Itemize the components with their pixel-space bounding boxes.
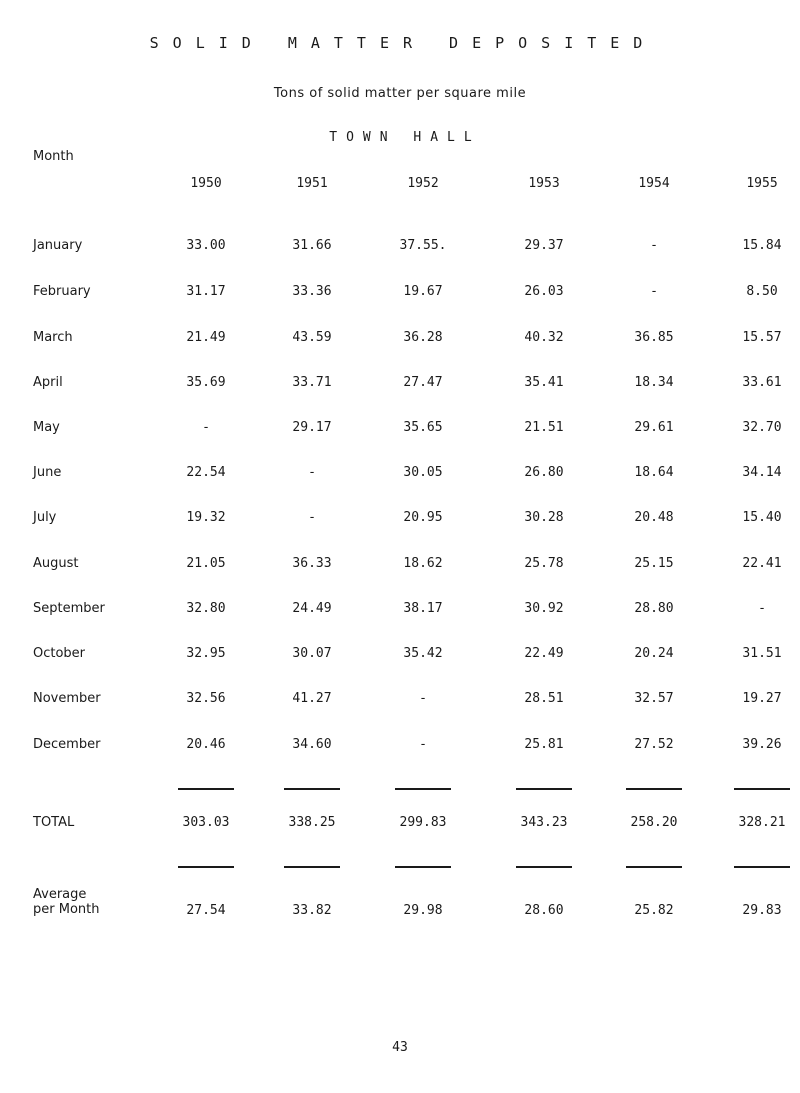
table-cell: 26.80: [524, 465, 564, 480]
average-label-line1: Average: [33, 887, 87, 902]
table-cell: 29.37: [524, 238, 564, 253]
total-cell: 258.20: [630, 815, 678, 830]
table-cell: 24.49: [292, 601, 332, 616]
divider: [734, 788, 790, 790]
table-cell: 15.84: [742, 238, 782, 253]
table-cell: 25.15: [634, 556, 674, 571]
table-cell: -: [202, 420, 210, 435]
row-month: July: [33, 510, 57, 525]
table-cell: 40.32: [524, 330, 564, 345]
divider: [626, 788, 682, 790]
table-cell: 21.49: [186, 330, 226, 345]
table-row: [0, 691, 800, 711]
table-cell: 30.28: [524, 510, 564, 525]
table-cell: 39.26: [742, 737, 782, 752]
row-month: December: [33, 737, 101, 752]
table-cell: 27.47: [403, 375, 443, 390]
table-cell: 35.41: [524, 375, 564, 390]
divider: [734, 866, 790, 868]
table-cell: 30.05: [403, 465, 443, 480]
table-cell: 35.65: [403, 420, 443, 435]
table-cell: 34.14: [742, 465, 782, 480]
average-cell: 27.54: [186, 903, 226, 918]
table-cell: 21.05: [186, 556, 226, 571]
total-cell: 343.23: [520, 815, 568, 830]
page-title: SOLID MATTER DEPOSITED: [149, 34, 657, 52]
divider: [284, 866, 340, 868]
average-cell: 28.60: [524, 903, 564, 918]
table-cell: 31.66: [292, 238, 332, 253]
table-cell: 37.55.: [399, 238, 447, 253]
table-row: [0, 284, 800, 304]
row-month: March: [33, 330, 73, 345]
table-cell: -: [758, 601, 766, 616]
table-cell: 20.48: [634, 510, 674, 525]
table-cell: 19.32: [186, 510, 226, 525]
table-cell: 29.17: [292, 420, 332, 435]
year-header: 1950: [190, 176, 222, 191]
table-cell: 22.41: [742, 556, 782, 571]
divider: [178, 866, 234, 868]
total-cell: 299.83: [399, 815, 447, 830]
table-row: [0, 556, 800, 576]
table-cell: 35.42: [403, 646, 443, 661]
table-cell: 34.60: [292, 737, 332, 752]
table-cell: 27.52: [634, 737, 674, 752]
table-cell: 32.80: [186, 601, 226, 616]
average-cell: 29.98: [403, 903, 443, 918]
table-cell: 21.51: [524, 420, 564, 435]
table-cell: 35.69: [186, 375, 226, 390]
average-cell: 25.82: [634, 903, 674, 918]
table-cell: 15.40: [742, 510, 782, 525]
table-cell: 26.03: [524, 284, 564, 299]
row-month: January: [33, 238, 83, 253]
table-cell: 28.80: [634, 601, 674, 616]
table-cell: 20.24: [634, 646, 674, 661]
table-row: [0, 601, 800, 621]
row-month: October: [33, 646, 86, 661]
table-row: [0, 737, 800, 757]
table-cell: 38.17: [403, 601, 443, 616]
row-month: June: [33, 465, 62, 480]
table-cell: 33.61: [742, 375, 782, 390]
row-month: April: [33, 375, 63, 390]
divider: [395, 866, 451, 868]
table-cell: 36.85: [634, 330, 674, 345]
table-row: [0, 375, 800, 395]
table-cell: 25.78: [524, 556, 564, 571]
year-header: 1953: [528, 176, 560, 191]
total-label: TOTAL: [33, 815, 75, 830]
table-cell: 29.61: [634, 420, 674, 435]
table-row: [0, 646, 800, 666]
table-row: [0, 465, 800, 485]
average-cell: 29.83: [742, 903, 782, 918]
average-label-line2: per Month: [33, 902, 100, 917]
row-month: September: [33, 601, 105, 616]
table-row: [0, 330, 800, 350]
table-row: [0, 238, 800, 258]
total-cell: 303.03: [182, 815, 230, 830]
total-cell: 328.21: [738, 815, 786, 830]
table-cell: 31.51: [742, 646, 782, 661]
table-cell: 22.54: [186, 465, 226, 480]
divider: [626, 866, 682, 868]
row-month: August: [33, 556, 79, 571]
table-cell: 22.49: [524, 646, 564, 661]
table-cell: 19.67: [403, 284, 443, 299]
year-header: 1954: [638, 176, 670, 191]
table-cell: 20.95: [403, 510, 443, 525]
table-cell: 32.57: [634, 691, 674, 706]
table-cell: -: [419, 691, 427, 706]
table-cell: 33.36: [292, 284, 332, 299]
table-cell: 36.33: [292, 556, 332, 571]
table-cell: -: [650, 284, 658, 299]
average-cell: 33.82: [292, 903, 332, 918]
table-cell: 32.95: [186, 646, 226, 661]
total-row: [0, 815, 800, 835]
table-cell: -: [419, 737, 427, 752]
table-cell: -: [308, 510, 316, 525]
table-cell: 20.46: [186, 737, 226, 752]
year-header: 1952: [407, 176, 439, 191]
table-cell: 25.81: [524, 737, 564, 752]
divider: [178, 788, 234, 790]
divider: [395, 788, 451, 790]
table-cell: 30.92: [524, 601, 564, 616]
table-row: [0, 420, 800, 440]
table-row: [0, 510, 800, 530]
year-header: 1955: [746, 176, 778, 191]
table-cell: 41.27: [292, 691, 332, 706]
row-month: May: [33, 420, 60, 435]
row-month: February: [33, 284, 91, 299]
table-cell: 36.28: [403, 330, 443, 345]
divider: [516, 866, 572, 868]
table-cell: 28.51: [524, 691, 564, 706]
page-subtitle: Tons of solid matter per square mile: [273, 86, 527, 101]
average-row: [0, 903, 800, 923]
table-cell: 33.71: [292, 375, 332, 390]
divider: [284, 788, 340, 790]
table-cell: 33.00: [186, 238, 226, 253]
total-cell: 338.25: [288, 815, 336, 830]
location-heading: TOWN HALL: [329, 130, 481, 145]
row-month: November: [33, 691, 101, 706]
table-cell: 32.56: [186, 691, 226, 706]
table-cell: 18.64: [634, 465, 674, 480]
table-cell: -: [650, 238, 658, 253]
table-cell: 18.34: [634, 375, 674, 390]
table-cell: -: [308, 465, 316, 480]
table-cell: 8.50: [746, 284, 778, 299]
table-cell: 32.70: [742, 420, 782, 435]
table-cell: 15.57: [742, 330, 782, 345]
page-number: 43: [392, 1040, 408, 1055]
table-cell: 30.07: [292, 646, 332, 661]
table-cell: 19.27: [742, 691, 782, 706]
year-header: 1951: [296, 176, 328, 191]
table-cell: 18.62: [403, 556, 443, 571]
table-cell: 31.17: [186, 284, 226, 299]
divider: [516, 788, 572, 790]
month-column-header: Month: [33, 149, 74, 164]
table-cell: 43.59: [292, 330, 332, 345]
